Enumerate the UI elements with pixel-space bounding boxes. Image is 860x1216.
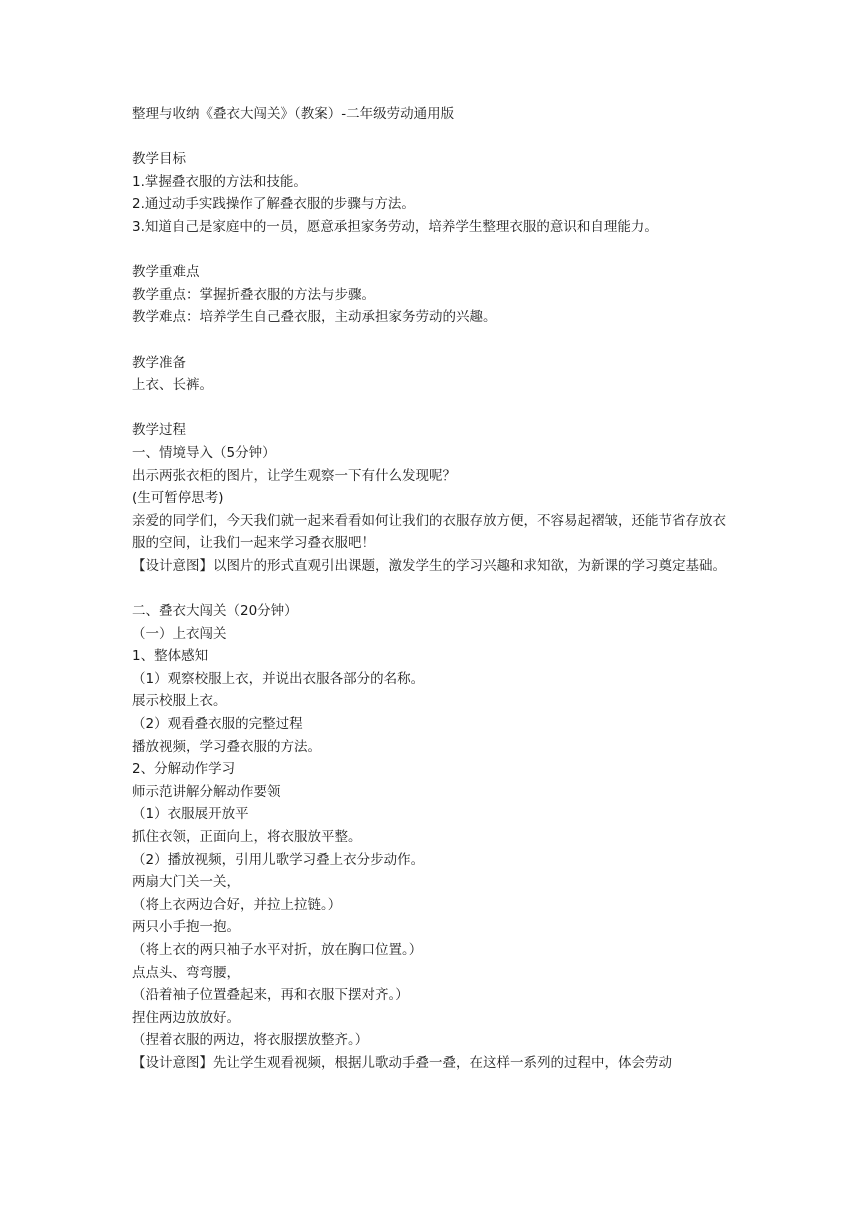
key-point-item: 教学重点：掌握折叠衣服的方法与步骤。 <box>132 286 375 303</box>
process-paragraph: 2、分解动作学习 <box>132 761 236 778</box>
process-paragraph: 二、叠衣大闯关（20分钟） <box>132 603 298 620</box>
key-point-item: 教学难点：培养学生自己叠衣服，主动承担家务劳动的兴趣。 <box>132 309 497 326</box>
rhyme-line: 两只小手抱一抱。 <box>132 919 240 936</box>
process-paragraph: （1）观察校服上衣，并说出衣服各部分的名称。 <box>132 670 425 687</box>
process-paragraph: 播放视频，学习叠衣服的方法。 <box>132 738 321 755</box>
process-paragraph: 1、整体感知 <box>132 648 209 665</box>
preparation-item: 上衣、长裤。 <box>132 377 213 394</box>
process-paragraph: 师示范讲解分解动作要领 <box>132 783 281 800</box>
spacer <box>132 126 737 149</box>
section-heading-preparation: 教学准备 <box>132 354 186 371</box>
section-heading-process: 教学过程 <box>132 422 186 439</box>
section-heading-key-points: 教学重难点 <box>132 264 200 281</box>
rhyme-line: 捏住两边放放好。 <box>132 1009 240 1026</box>
process-paragraph: (生可暂停思考) <box>132 490 224 507</box>
objective-item: 1.掌握叠衣服的方法和技能。 <box>132 173 307 190</box>
process-paragraph: （2）观看叠衣服的完整过程 <box>132 716 303 733</box>
rhyme-explanation: （捏着衣服的两边，将衣服摆放整齐。） <box>132 1032 369 1049</box>
design-intent-paragraph: 【设计意图】以图片的形式直观引出课题，激发学生的学习兴趣和求知欲，为新课的学习奠定基础。 <box>132 557 726 574</box>
rhyme-line: 点点头、弯弯腰， <box>132 964 240 981</box>
spacer <box>132 397 737 420</box>
process-paragraph: （一）上衣闯关 <box>132 625 227 642</box>
process-paragraph: 亲爱的同学们，今天我们就一起来看看如何让我们的衣服存放方便，不容易起褶皱，还能节省存放衣服的空间，让我们一起来学习叠衣服吧！ <box>132 512 726 552</box>
document-title: 整理与收纳《叠衣大闯关》（教案）-二年级劳动通用版 <box>132 106 455 122</box>
objective-item: 2.通过动手实践操作了解叠衣服的步骤与方法。 <box>132 196 415 213</box>
document-body <box>132 103 737 1075</box>
rhyme-explanation: （沿着袖子位置叠起来，再和衣服下摆对齐。） <box>132 987 409 1004</box>
spacer <box>132 329 737 352</box>
rhyme-explanation: （将上衣两边合好，并拉上拉链。） <box>132 896 342 913</box>
process-paragraph: （2）播放视频，引用儿歌学习叠上衣分步动作。 <box>132 851 425 868</box>
process-paragraph: 抓住衣领，正面向上，将衣服放平整。 <box>132 829 362 845</box>
process-paragraph: 出示两张衣柜的图片，让学生观察一下有什么发现呢？ <box>132 467 456 484</box>
process-paragraph: 展示校服上衣。 <box>132 693 227 710</box>
rhyme-explanation: （将上衣的两只袖子水平对折，放在胸口位置。） <box>132 941 423 958</box>
rhyme-line: 两扇大门关一关， <box>132 874 240 891</box>
process-paragraph: （1）衣服展开放平 <box>132 806 249 823</box>
spacer <box>132 577 737 600</box>
process-paragraph: 一、情境导入（5分钟） <box>132 444 276 461</box>
design-intent-paragraph: 【设计意图】先让学生观看视频，根据儿歌动手叠一叠，在这样一系列的过程中，体会劳动 <box>132 1054 672 1071</box>
spacer <box>132 239 737 262</box>
section-heading-objectives: 教学目标 <box>132 151 186 168</box>
objective-item: 3.知道自己是家庭中的一员，愿意承担家务劳动，培养学生整理衣服的意识和自理能力。 <box>132 218 658 235</box>
